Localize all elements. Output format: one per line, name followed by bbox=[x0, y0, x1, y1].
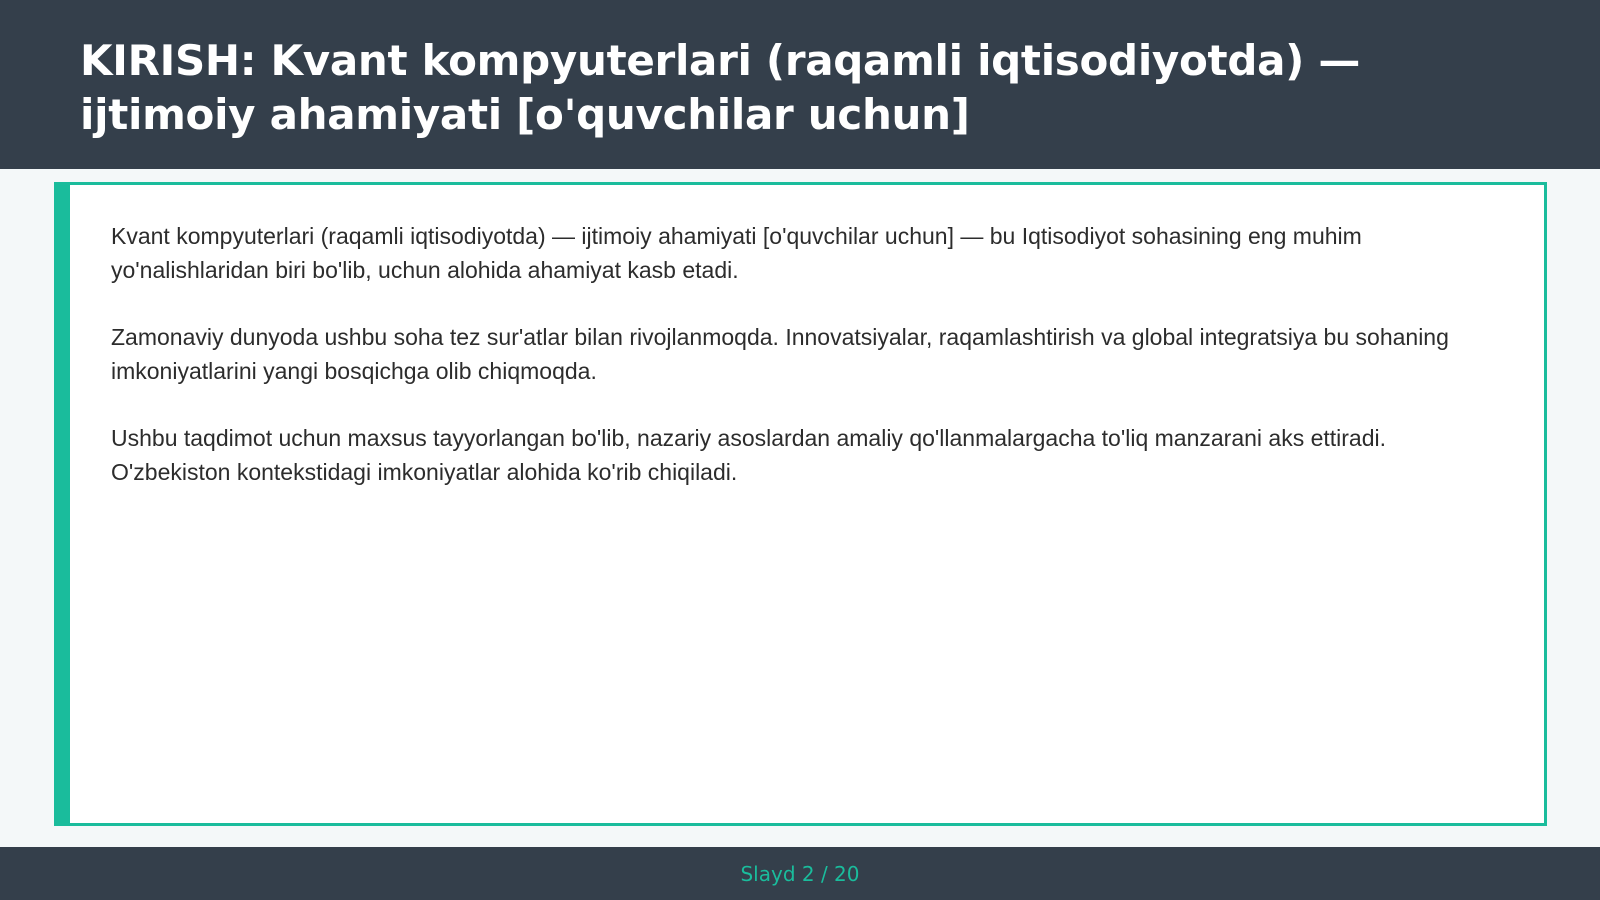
slide-counter: Slayd 2 / 20 bbox=[740, 861, 860, 886]
slide-footer bbox=[0, 847, 1600, 900]
slide-title: KIRISH: Kvant kompyuterlari (raqamli iqtisodiyotda) — ijtimoiy ahamiyati [o'quvchilar uchun] bbox=[80, 36, 1361, 139]
slide-header bbox=[0, 0, 1600, 169]
content-panel bbox=[54, 182, 1547, 826]
paragraph-presentation-purpose: Ushbu taqdimot uchun maxsus tayyorlangan bo'lib, nazariy asoslardan amaliy qo'llanmalargacha to'liq manzarani aks ettiradi. O'zbekiston kontekstidagi imkoniyatlar alohida ko'rib chiqiladi. bbox=[111, 425, 1387, 485]
paragraph-intro: Kvant kompyuterlari (raqamli iqtisodiyotda) — ijtimoiy ahamiyati [o'quvchilar uchun] — bu Iqtisodiyot sohasining eng muhim yo'nalishlaridan biri bo'lib, uchun alohida ahamiyat kasb etadi. bbox=[111, 223, 1362, 283]
paragraph-modern-world: Zamonaviy dunyoda ushbu soha tez sur'atlar bilan rivojlanmoqda. Innovatsiyalar, raqamlashtirish va global integratsiya bu sohaning imkoniyatlarini yangi bosqichga olib chiqmoqda. bbox=[111, 324, 1449, 384]
